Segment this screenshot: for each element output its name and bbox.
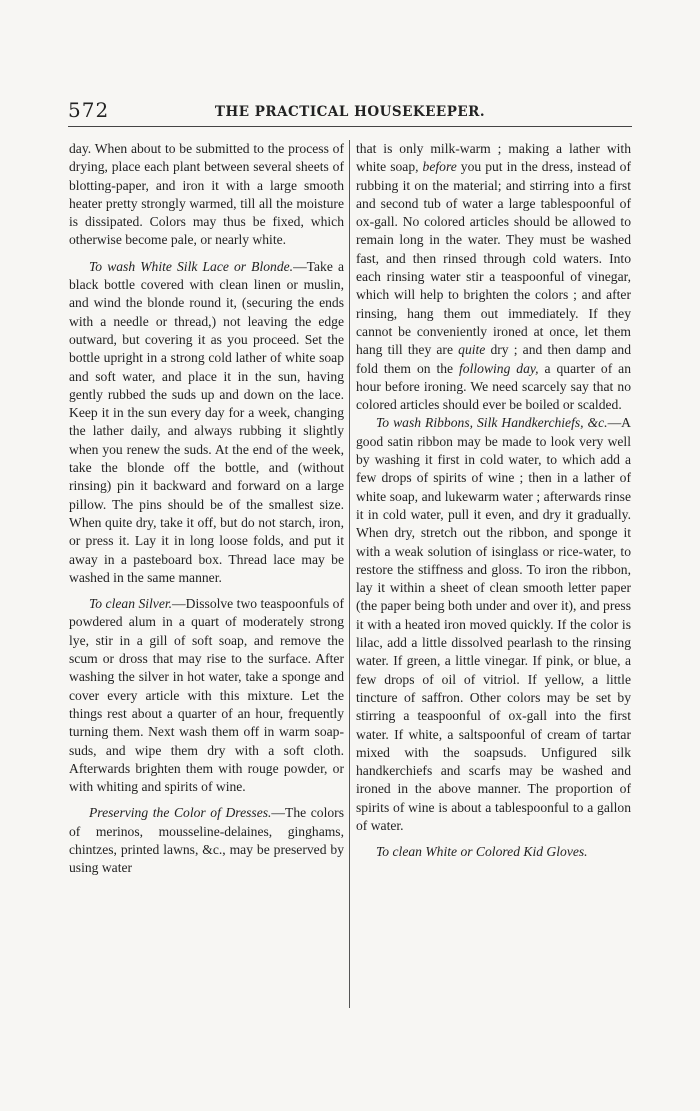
section-heading: To wash White Silk Lace or Blonde. — [89, 258, 294, 274]
paragraph-silk-lace: To wash White Silk Lace or Blonde.—Take a black bottle covered with clean linen or muslin, and wind the blonde round it, (securing the ends with a needle or thread,) not leaving the edge outward, but covering it as you proceed. Set the bottle upright in a strong cold lather of white soap and soft water, and place it in the sun, having gently rubbed the suds up and down on the lace. Keep it in the sun every day for a week, changing the lather daily, and always rubbing it slightly when you renew the suds. At the end of the week, take the blonde off the bottle, and (without rinsing) pin it backward and forward on a large pillow. The pins should be of the smallest size. When quite dry, take it off, but do not starch, iron, or press it. Lay it in long loose folds, and put it away in a pasteboard box. Thread lace may be washed in the same manner. — [69, 258, 344, 585]
page-number: 572 — [68, 98, 110, 122]
running-title: THE PRACTICAL HOUSEKEEPER. — [214, 104, 486, 120]
column-divider — [349, 140, 350, 1008]
right-column — [356, 140, 631, 862]
page-header — [68, 98, 632, 127]
left-column — [69, 140, 344, 878]
section-heading: To wash Ribbons, Silk Handkerchiefs, &c. — [376, 415, 608, 431]
section-heading: To clean Silver. — [89, 596, 173, 612]
paragraph-wash-ribbons: To wash Ribbons, Silk Handkerchiefs, &c.—A good satin ribbon may be made to look very well by washing it first in cold water, to which add a few drops of spirits of wine ; then in a lather of white soap, and lukewarm water ; afterwards rinse it in cold water, pull it even, and dry it gradually. When dry, stretch out the ribbon, and sponge it with a weak solution of isinglass or rice-water, to restore the stiffness and gloss. To iron the ribbon, lay it within a sheet of clean smooth letter paper (the paper being both under and over it), and press it with a heated iron moved quickly. If the color is lilac, add a little dissolved pearlash to the rinsing water. If green, a little vinegar. If pink, or blue, a few drops of oil of vitriol. If yellow, a little tincture of saffron. Other colors may be set by stirring a teaspoonful of ox-gall into the first water. If white, a saltspoonful of cream of tartar mixed with the soapsuds. Unfigured silk handkerchiefs and scarfs may be washed and ironed in the above manner. The proportion of spirits of wine is about a tablespoonful to a gallon of water. — [356, 415, 631, 833]
paragraph-clean-silver: To clean Silver.—Dissolve two teaspoonfuls of powdered alum in a quart of moderately strong lye, stir in a gill of soft soap, and remove the scum or dross that may rise to the surface. After washing the silver in hot water, take a sponge and cover every article with this mixture. Let the things rest about a quarter of an hour, frequently turning them. Next wash them off in warm soap-suds, and wipe them dry with a soft cloth. Afterwards brighten them with rouge powder, or with whiting and spirits of wine. — [69, 596, 344, 795]
paragraph-kid-gloves — [356, 843, 631, 861]
section-heading: To clean White or Colored Kid Gloves. — [376, 844, 588, 860]
paragraph-dress-colors-continued: that is only milk-warm ; making a lather with white soap, before you put in the dress, instead of rubbing it on the material; and stirring into a first and second tub of water a large tablespoonful of ox-gall. No colored articles should be allowed to remain long in the water. They must be washed fast, and then rinsed through cold waters. Into each rinsing water stir a teaspoonful of vinegar, which will help to brighten the colors ; and after rinsing, hang them out immediately. If they cannot be conveniently ironed at once, let them hang till they are quite dry ; and then damp and fold them on the following day, a quarter of an hour before ironing. We need scarcely say that no colored articles should ever be boiled or scalded. — [356, 141, 631, 413]
paragraph-dress-colors: Preserving the Color of Dresses.—The colors of merinos, mousseline-delaines, ginghams, chintzes, printed lawns, &c., may be preserved by using water — [69, 805, 344, 876]
section-heading: Preserving the Color of Dresses. — [89, 805, 272, 821]
paragraph-plant-drying: day. When about to be submitted to the process of drying, place each plant between several sheets of blotting-paper, and iron it with a large smooth heater pretty strongly warmed, till all the moisture is dissipated. Colors may thus be fixed, which otherwise become pale, or nearly white. — [69, 141, 344, 248]
